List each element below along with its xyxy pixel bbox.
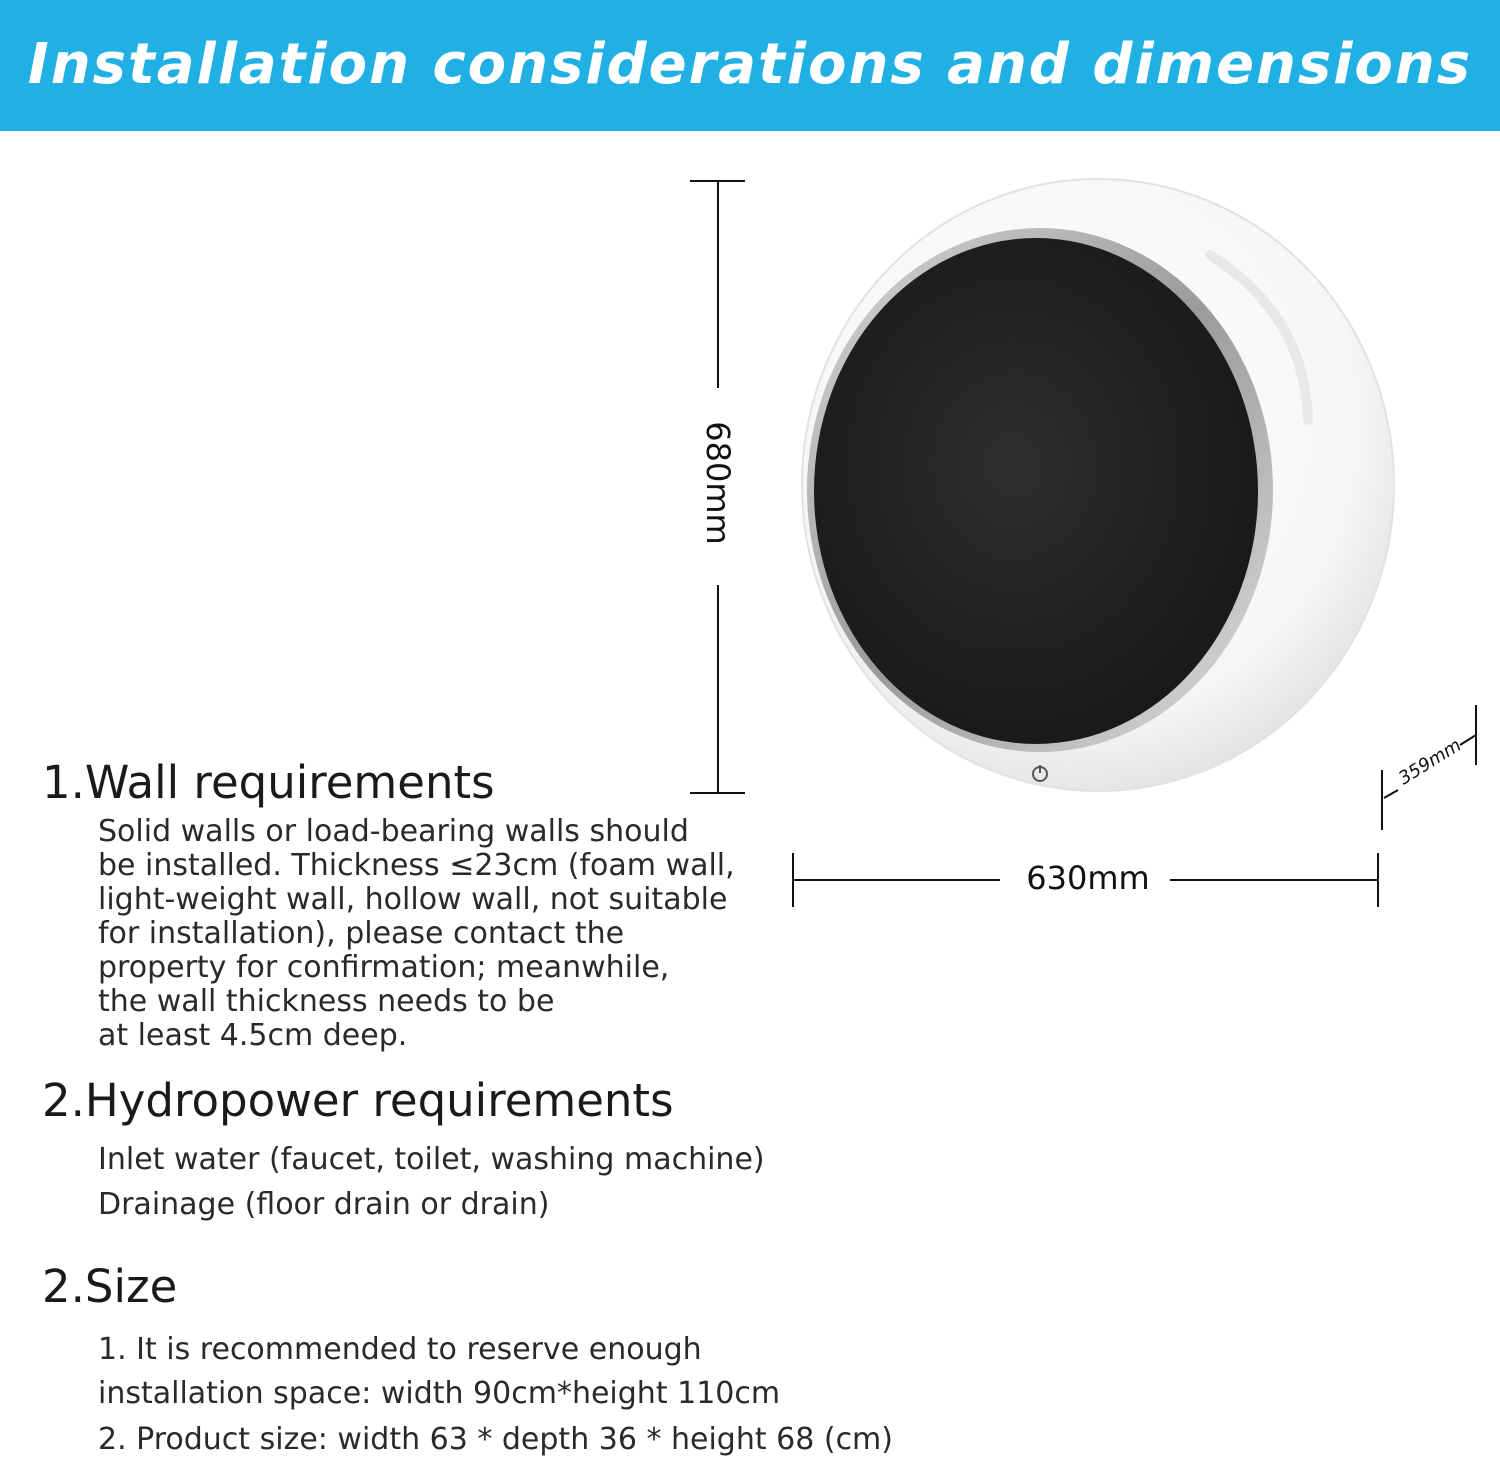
wall-text-line: property for confirmation; meanwhile, <box>98 950 670 985</box>
wall-text-line: the wall thickness needs to be <box>98 984 555 1019</box>
washer-door <box>807 228 1273 752</box>
depth-dimension-label: 359mm <box>1394 734 1466 790</box>
size-text-line: 2. Product size: width 63 * depth 36 * height 68 (cm) <box>98 1422 893 1457</box>
hydropower-requirements-heading: 2.Hydropower requirements <box>42 1074 674 1127</box>
size-text-line: installation space: width 90cm*height 110cm <box>98 1376 781 1411</box>
size-text-line: 1. It is recommended to reserve enough <box>98 1332 702 1367</box>
wall-text-line: at least 4.5cm deep. <box>98 1018 408 1053</box>
hydropower-inlet-text: Inlet water (faucet, toilet, washing machine) <box>98 1142 765 1177</box>
wall-requirements-text <box>98 815 735 1053</box>
height-dimension-label: 680mm <box>699 421 737 545</box>
page-title: Installation considerations and dimensions <box>27 32 1473 97</box>
wall-text-line: for installation), please contact the <box>98 916 625 951</box>
wall-text-line: light-weight wall, hollow wall, not suitable <box>98 882 728 917</box>
size-heading: 2.Size <box>42 1260 178 1313</box>
width-dimension-label: 630mm <box>1026 859 1150 897</box>
hydropower-drainage-text: Drainage (floor drain or drain) <box>98 1187 550 1222</box>
wall-requirements-heading: 1.Wall requirements <box>42 756 495 809</box>
wall-text-line: be installed. Thickness ≤23cm (foam wall, <box>98 848 735 883</box>
wall-text-line: Solid walls or load-bearing walls should <box>98 814 689 849</box>
